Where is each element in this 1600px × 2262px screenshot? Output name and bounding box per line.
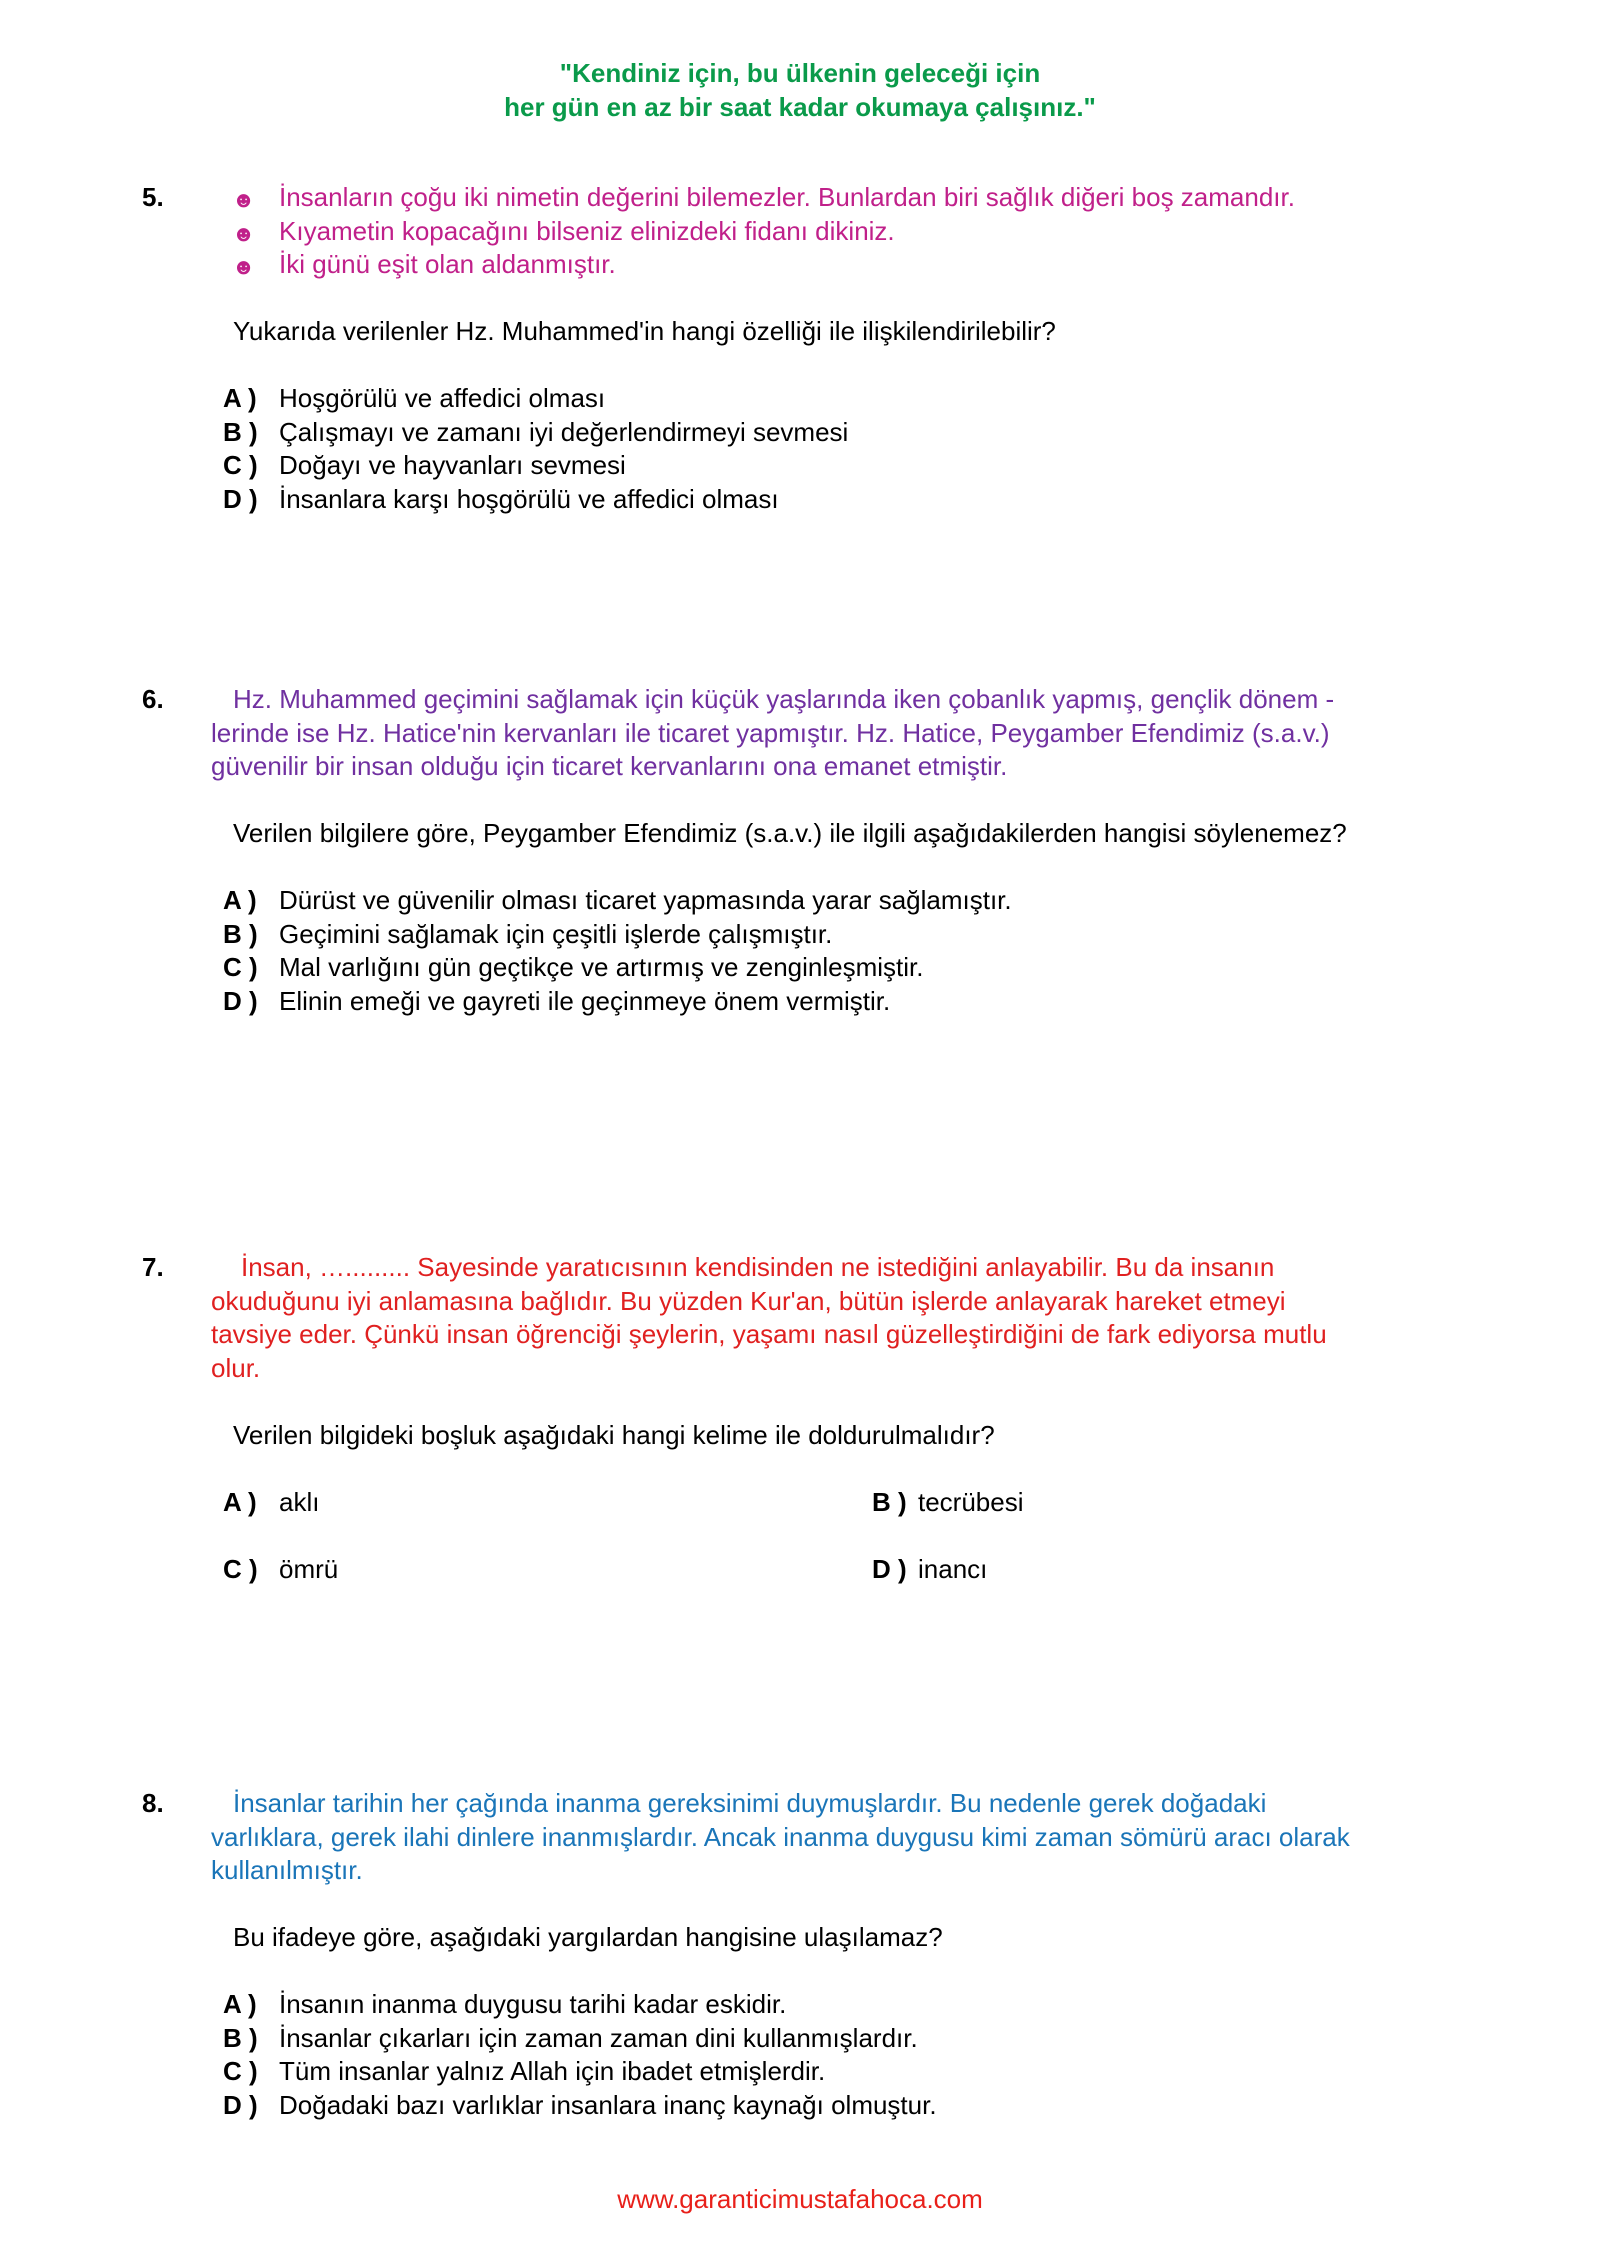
question-number: 5. bbox=[142, 182, 164, 212]
option-text: Dürüst ve güvenilir olması ticaret yapmasında yarar sağlamıştır. bbox=[279, 885, 1012, 915]
paragraph-line: olur. bbox=[211, 1352, 261, 1383]
option-text: Tüm insanlar yalnız Allah için ibadet etmişlerdir. bbox=[279, 2056, 826, 2086]
list-item bbox=[0, 215, 1600, 249]
option-b[interactable]: B ) tecrübesi bbox=[872, 1486, 1024, 1517]
footer-website-link[interactable]: www.garanticimustafahoca.com bbox=[617, 2184, 983, 2214]
motto-line-1: "Kendiniz için, bu ülkenin geleceği için bbox=[559, 58, 1041, 88]
list-item bbox=[0, 248, 1600, 282]
paragraph-line: güvenilir bir insan olduğu için ticaret kervanlarını ona emanet etmiştir. bbox=[211, 751, 1008, 781]
option-text: Elinin emeği ve gayreti ile geçinmeye önem vermiştir. bbox=[279, 985, 891, 1016]
question-paragraph bbox=[211, 1251, 1411, 1385]
hadith-text: İnsanların çoğu iki nimetin değerini bilemezler. Bunlardan biri sağlık diğeri boş zamandır. bbox=[279, 182, 1295, 212]
option-text: inancı bbox=[918, 1553, 988, 1584]
paragraph-line: Hz. Muhammed geçimini sağlamak için küçük yaşlarında iken çobanlık yapmış, gençlik dönem - bbox=[233, 684, 1335, 714]
question-text: Verilen bilgilere göre, Peygamber Efendimiz (s.a.v.) ile ilgili aşağıdakilerden hangisi söylenemez? bbox=[233, 818, 1347, 848]
option-c[interactable]: C ) Tüm insanlar yalnız Allah için ibadet etmişlerdir. bbox=[223, 2056, 826, 2086]
option-text: Geçimini sağlamak için çeşitli işlerde çalışmıştır. bbox=[279, 918, 833, 949]
option-b[interactable]: B ) Çalışmayı ve zamanı iyi değerlendirmeyi sevmesi bbox=[223, 416, 849, 447]
option-text: İnsanlara karşı hoşgörülü ve affedici olması bbox=[279, 483, 779, 514]
option-text: İnsanın inanma duygusu tarihi kadar eskidir. bbox=[279, 1989, 787, 2019]
motto-line-2: her gün en az bir saat kadar okumaya çalışınız." bbox=[504, 92, 1096, 122]
option-text: Hoşgörülü ve affedici olması bbox=[279, 383, 606, 413]
option-b[interactable]: B ) İnsanlar çıkarları için zaman zaman dini kullanmışlardır. bbox=[223, 2022, 918, 2053]
option-text: ömrü bbox=[279, 1553, 339, 1584]
paragraph-line: tavsiye eder. Çünkü insan öğrenciği şeylerin, yaşamı nasıl güzelleştirdiğini de fark ediyorsa mutlu bbox=[211, 1319, 1327, 1349]
option-text: İnsanlar çıkarları için zaman zaman dini kullanmışlardır. bbox=[279, 2022, 918, 2053]
hadith-text: Kıyametin kopacağını bilseniz elinizdeki fidanı dikiniz. bbox=[279, 215, 895, 246]
option-text: aklı bbox=[279, 1486, 320, 1517]
option-d[interactable]: D ) İnsanlara karşı hoşgörülü ve affedici olması bbox=[223, 483, 779, 514]
hadith-text: İki günü eşit olan aldanmıştır. bbox=[279, 249, 616, 279]
option-d[interactable]: D ) Doğadaki bazı varlıklar insanlara inanç kaynağı olmuştur. bbox=[223, 2089, 937, 2120]
motto-header bbox=[0, 56, 1600, 124]
option-b[interactable]: B ) Geçimini sağlamak için çeşitli işlerde çalışmıştır. bbox=[223, 918, 833, 949]
question-text: Bu ifadeye göre, aşağıdaki yargılardan hangisine ulaşılamaz? bbox=[233, 1922, 943, 1952]
paragraph-line: lerinde ise Hz. Hatice'nin kervanları ile ticaret yapmıştır. Hz. Hatice, Peygamber Efendimiz (s.a.v.) bbox=[211, 717, 1330, 748]
question-number: 6. bbox=[142, 684, 164, 714]
list-item bbox=[0, 181, 1600, 215]
option-c[interactable]: C ) Mal varlığını gün geçtikçe ve artırmış ve zenginleşmiştir. bbox=[223, 952, 924, 982]
option-text: tecrübesi bbox=[918, 1486, 1024, 1517]
question-number: 8. bbox=[142, 1788, 164, 1818]
option-text: Doğadaki bazı varlıklar insanlara inanç kaynağı olmuştur. bbox=[279, 2089, 937, 2120]
question-text: Verilen bilgideki boşluk aşağıdaki hangi kelime ile doldurulmalıdır? bbox=[233, 1419, 995, 1450]
question-paragraph bbox=[211, 683, 1411, 784]
question-number: 7. bbox=[142, 1252, 164, 1282]
question-text: Yukarıda verilenler Hz. Muhammed'in hangi özelliği ile ilişkilendirilebilir? bbox=[233, 316, 1056, 346]
paragraph-line: kullanılmıştır. bbox=[211, 1855, 363, 1885]
option-text: Çalışmayı ve zamanı iyi değerlendirmeyi sevmesi bbox=[279, 416, 849, 447]
hadith-list bbox=[0, 181, 1600, 282]
option-d[interactable]: D ) Elinin emeği ve gayreti ile geçinmeye önem vermiştir. bbox=[223, 985, 891, 1016]
paragraph-line: İnsan, …......... Sayesinde yaratıcısının kendisinden ne istediğini anlayabilir. Bu da insanın bbox=[241, 1252, 1275, 1282]
option-d[interactable]: D ) inancı bbox=[872, 1553, 988, 1584]
paragraph-line: İnsanlar tarihin her çağında inanma gereksinimi duymuşlardır. Bu nedenle gerek doğadaki bbox=[233, 1788, 1267, 1818]
option-a[interactable]: A ) İnsanın inanma duygusu tarihi kadar eskidir. bbox=[223, 1989, 787, 2019]
smiley-icon: ☻ bbox=[232, 187, 256, 212]
option-a[interactable]: A ) Hoşgörülü ve affedici olması bbox=[223, 383, 606, 413]
option-a[interactable]: A ) aklı bbox=[223, 1486, 320, 1517]
smiley-icon: ☻ bbox=[232, 254, 256, 279]
option-c[interactable]: C ) ömrü bbox=[223, 1553, 339, 1584]
paragraph-line: varlıklara, gerek ilahi dinlere inanmışlardır. Ancak inanma duygusu kimi zaman sömürü aracı olarak bbox=[211, 1821, 1350, 1852]
smiley-icon: ☻ bbox=[232, 220, 256, 246]
paragraph-line: okuduğunu iyi anlamasına bağlıdır. Bu yüzden Kur'an, bütün işlerde anlayarak hareket etmeyi bbox=[211, 1285, 1286, 1316]
question-paragraph bbox=[211, 1787, 1411, 1888]
option-a[interactable]: A ) Dürüst ve güvenilir olması ticaret yapmasında yarar sağlamıştır. bbox=[223, 885, 1012, 915]
option-text: Mal varlığını gün geçtikçe ve artırmış ve zenginleşmiştir. bbox=[279, 952, 924, 982]
option-c[interactable]: C ) Doğayı ve hayvanları sevmesi bbox=[223, 450, 626, 480]
option-text: Doğayı ve hayvanları sevmesi bbox=[279, 450, 626, 480]
